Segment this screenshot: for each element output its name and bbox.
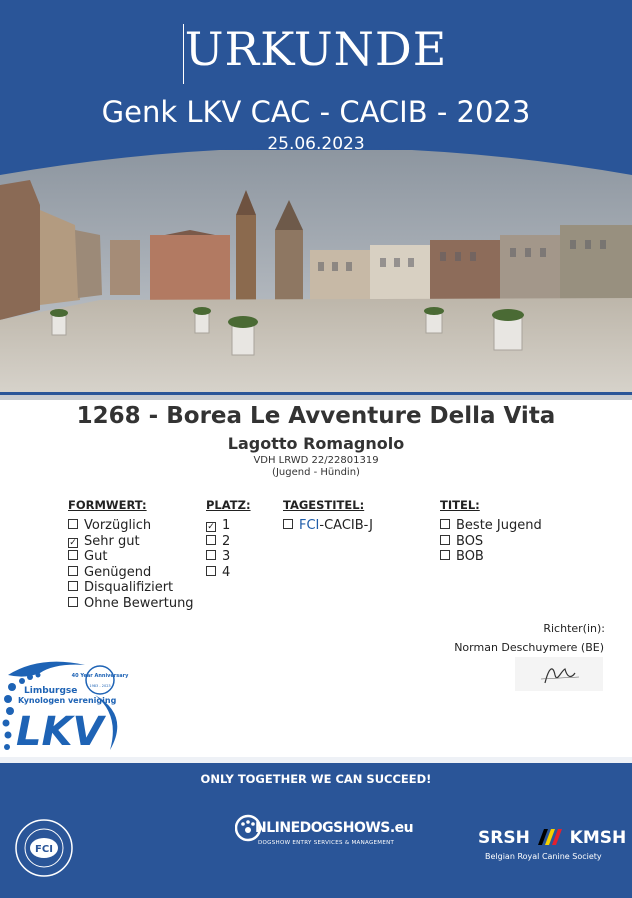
option-label: 2 [222,533,231,549]
fci-prefix: FCI [299,518,320,533]
option-label: Ohne Bewertung [84,595,194,611]
certificate-title: URKUNDE [184,22,448,76]
formwert-option[interactable] [68,518,194,534]
option-label: Genügend [84,564,152,580]
formwert-option[interactable] [68,596,194,612]
lkv-logo [0,655,140,755]
option-label: BOS [456,533,484,549]
titel-heading: TITEL: [440,498,480,512]
lkv-abbr: LKV [16,709,104,755]
onlinedogshows-tagline: DOGSHOW ENTRY SERVICES & MANAGEMENT [258,840,395,846]
kmsh-text: KMSH [569,828,627,848]
fci-text: FCI [35,844,53,855]
lkv-years: 1983 - 2023 [89,684,111,688]
checkbox-icon[interactable] [68,550,78,560]
option-label: 4 [222,564,231,580]
checkbox-icon[interactable] [440,550,450,560]
platz-option[interactable] [206,565,251,581]
tagestitel-option[interactable] [283,518,373,534]
checkbox-icon[interactable] [68,519,78,529]
divider [0,392,632,395]
registration-number: VDH LRWD 22/22801319 [253,455,379,466]
option-label: BOB [456,549,484,565]
checkbox-icon[interactable] [68,597,78,607]
option-label: Sehr gut [84,533,140,549]
platz-option[interactable] [206,534,251,550]
checkbox-icon[interactable] [206,535,216,545]
entry-class: (Jugend - Hündin) [272,467,360,478]
checkbox-icon[interactable] [68,581,78,591]
belgian-flag-icon [536,829,564,845]
footer-slogan: ONLY TOGETHER WE CAN SUCCEED! [200,772,432,786]
option-label: Beste Jugend [456,518,542,533]
checkbox-icon[interactable] [206,566,216,576]
option-label: Gut [84,549,108,565]
srsh-logo [478,828,626,848]
option-label: 3 [222,549,231,565]
dog-name: 1268 - Borea Le Avventure Della Vita [76,403,556,429]
judge-signature [515,657,603,691]
checkbox-icon[interactable] [206,550,216,560]
formwert-option[interactable] [68,549,194,565]
lkv-anniversary: 40 Year Anniversary [71,673,129,679]
judge-label: Richter(in): [543,622,605,635]
tagestitel-heading: TAGESTITEL: [283,498,365,512]
checkbox-icon[interactable]: ✓ [69,537,77,548]
platz-option[interactable] [206,549,251,565]
titel-option[interactable] [440,534,542,550]
checkbox-icon[interactable] [440,535,450,545]
checkbox-icon[interactable] [283,519,293,529]
dog-breed: Lagotto Romagnolo [227,434,405,453]
option-label: 1 [222,518,231,533]
lkv-org2: Kynologen vereniging [18,696,117,705]
checkbox-icon[interactable]: ✓ [207,522,215,532]
option-label: Disqualifiziert [84,580,174,596]
show-date: 25.06.2023 [267,134,365,154]
option-label: -CACIB-J [319,518,373,533]
platz-section [206,498,251,580]
titel-option[interactable] [440,549,542,565]
fci-logo [14,818,74,878]
checkbox-icon[interactable] [440,519,450,529]
onlinedogshows-name: NLINEDOGSHOWS.eu [255,820,414,836]
judge-name: Norman Deschuymere (BE) [454,641,604,654]
titel-option[interactable] [440,518,542,534]
platz-option[interactable] [206,518,251,534]
formwert-option[interactable] [68,565,194,581]
lkv-org1: Limburgse [24,686,78,696]
platz-heading: PLATZ: [206,498,251,512]
titel-section [440,498,542,565]
formwert-option[interactable] [68,534,194,550]
checkbox-icon[interactable] [68,566,78,576]
formwert-section [68,498,194,612]
option-label: Vorzüglich [84,518,152,533]
tagestitel-section [283,498,373,534]
srsh-text: SRSH [478,828,530,848]
srsh-subtitle: Belgian Royal Canine Society [485,852,602,861]
footer-band [0,757,632,763]
show-title: Genk LKV CAC - CACIB - 2023 [101,95,531,129]
formwert-heading: FORMWERT: [68,498,147,512]
formwert-option[interactable] [68,580,194,596]
